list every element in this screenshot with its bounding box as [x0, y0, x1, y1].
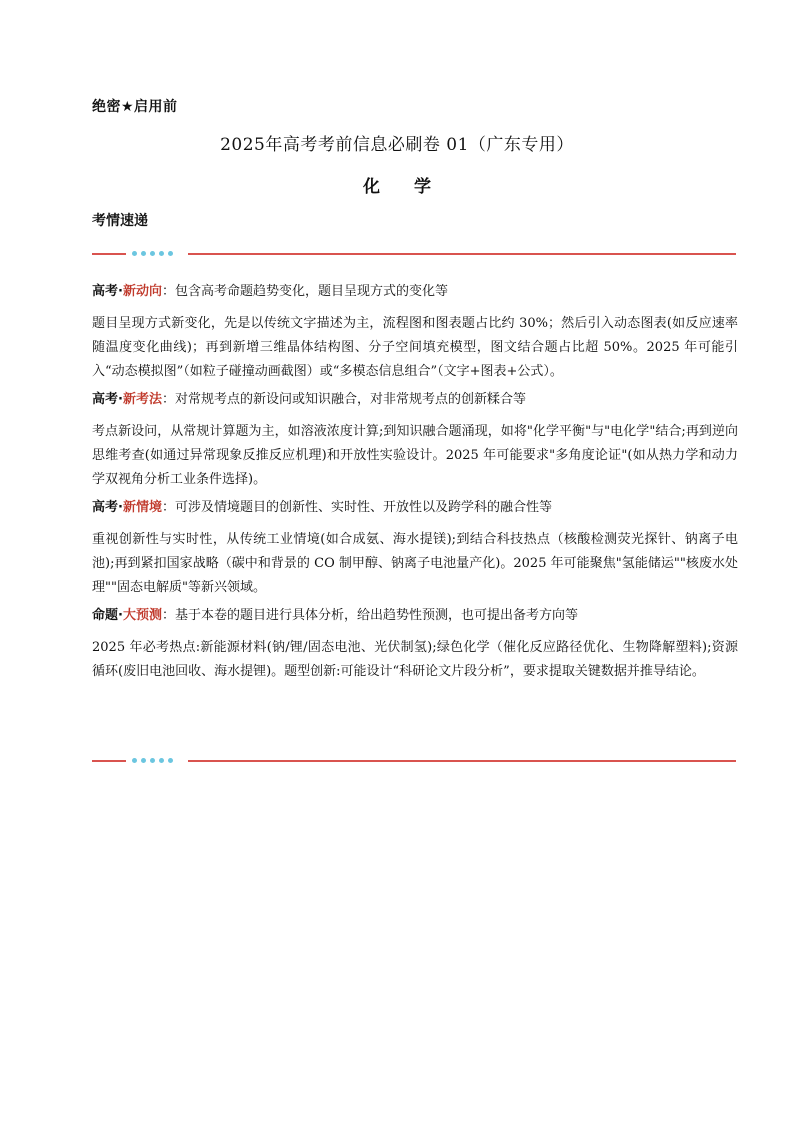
block-new-context: [92, 496, 738, 600]
block-desc: ：可涉及情境题目的创新性、实时性、开放性以及跨学科的融合性等: [161, 500, 552, 515]
block-key: 高考: [92, 284, 119, 299]
block-key: 高考: [92, 392, 119, 407]
divider-dot: [159, 251, 164, 256]
section-heading: 考情速递: [92, 213, 148, 229]
content-area: [92, 280, 738, 688]
block-body: 题目呈现方式新变化，先是以传统文字描述为主，流程图和图表题占比约 30%；然后引入动态图表(如反应速率随温度变化曲线)；再到新增三维晶体结构图、分子空间填充模型，图文结合题占比超 50%。2025 年可能引入“动态模拟图”（如粒子碰撞动画截图）或“多模态信息组合”（文字+图表+公式）。: [92, 316, 738, 379]
divider-dots: [132, 250, 173, 258]
divider-line-right: [188, 253, 736, 255]
divider-dot: [168, 251, 173, 256]
divider-dot: [150, 758, 155, 763]
divider-line-left: [92, 760, 126, 762]
block-heading: [92, 280, 738, 304]
block-key: 命题: [92, 608, 119, 623]
divider-dot: [132, 758, 137, 763]
block-big-prediction: [92, 604, 738, 684]
block-body: 考点新设问，从常规计算题为主，如溶液浓度计算;到知识融合题涌现，如将"化学平衡"与"电化学"结合;再到逆向思维考查(如通过异常现象反推反应机理)和开放性实验设计。2025 年可能要求"多角度论证"(如从热力学和动力学双视角分析工业条件选择)。: [92, 424, 738, 487]
divider-dot: [132, 251, 137, 256]
block-keyword: 新考法: [122, 392, 162, 407]
divider-dot: [141, 758, 146, 763]
block-keyword: 大预测: [122, 608, 162, 623]
block-key: 高考: [92, 500, 119, 515]
confidential-label: 绝密★启用前: [92, 99, 178, 115]
block-heading: [92, 496, 738, 520]
block-desc: ：包含高考命题趋势变化，题目呈现方式的变化等: [161, 284, 448, 299]
block-sep: ·: [118, 284, 123, 299]
block-desc: ：基于本卷的题目进行具体分析，给出趋势性预测，也可提出备考方向等: [161, 608, 578, 623]
bottom-divider: [92, 756, 736, 766]
block-heading: [92, 388, 738, 412]
block-keyword: 新动向: [122, 284, 162, 299]
top-divider: [92, 249, 736, 259]
page-title: 2025年高考考前信息必刷卷 01（广东专用）: [220, 135, 574, 155]
block-heading: [92, 604, 738, 628]
block-sep: ·: [118, 392, 123, 407]
block-sep: ·: [118, 500, 123, 515]
divider-dots: [132, 757, 173, 765]
divider-dot: [159, 758, 164, 763]
block-new-method: [92, 388, 738, 492]
block-desc: ：对常规考点的新设问或知识融合，对非常规考点的创新糅合等: [161, 392, 526, 407]
block-keyword: 新情境: [122, 500, 162, 515]
divider-dot: [168, 758, 173, 763]
block-body: 重视创新性与实时性，从传统工业情境(如合成氨、海水提镁);到结合科技热点（核酸检测荧光探针、钠离子电池);再到紧扣国家战略（碳中和背景的 CO 制甲醇、钠离子电池量产化)。2025 年可能聚焦"氢能储运""核废水处理""固态电解质"等新兴领域。: [92, 532, 738, 595]
divider-line-right: [188, 760, 736, 762]
subject-title: 化 学: [363, 177, 445, 197]
block-new-trend: [92, 280, 738, 384]
divider-dot: [150, 251, 155, 256]
block-body: 2025 年必考热点:新能源材料(钠/锂/固态电池、光伏制氢);绿色化学（催化反应路径优化、生物降解塑料);资源循环(废旧电池回收、海水提锂)。题型创新:可能设计“科研论文片段分析”，要求提取关键数据并推导结论。: [92, 640, 738, 679]
divider-line-left: [92, 253, 126, 255]
block-sep: ·: [118, 608, 123, 623]
divider-dot: [141, 251, 146, 256]
